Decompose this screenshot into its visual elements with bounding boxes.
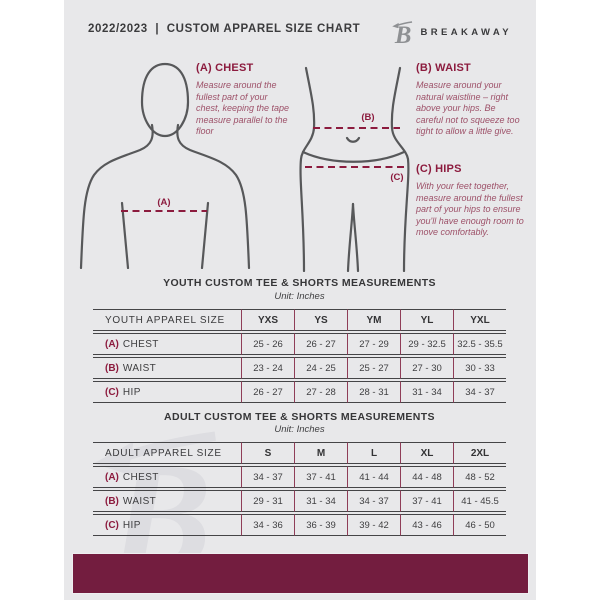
cell-value: 37 - 41 xyxy=(400,490,453,512)
table-row xyxy=(93,333,506,355)
adult-size-table xyxy=(93,440,506,538)
row-label xyxy=(93,466,241,488)
hip-curve-line xyxy=(303,152,404,162)
table-header-row xyxy=(93,309,506,331)
left-shoulder-arm-outline xyxy=(81,125,153,268)
chest-guide-block xyxy=(196,62,292,138)
breakaway-b-logo-icon xyxy=(390,19,414,45)
cell-value: 25 - 27 xyxy=(347,357,400,379)
column-header: YOUTH APPAREL SIZE xyxy=(93,309,241,331)
cell-value: 41 - 45.5 xyxy=(453,490,506,512)
cell-value: 41 - 44 xyxy=(347,466,400,488)
cell-value: 27 - 29 xyxy=(347,333,400,355)
column-header: YM xyxy=(347,309,400,331)
row-name: CHEST xyxy=(122,471,159,483)
row-name: CHEST xyxy=(122,338,159,350)
youth-size-table xyxy=(93,307,506,405)
size-chart-page xyxy=(64,0,536,600)
youth-table-unit: Unit: Inches xyxy=(274,291,325,302)
chest-line-label: (A) xyxy=(157,197,171,208)
lower-body-diagram-svg xyxy=(296,64,414,272)
row-label xyxy=(93,490,241,512)
cell-value: 34 - 37 xyxy=(453,381,506,403)
left-armpit-line xyxy=(122,203,128,268)
adult-table-unit: Unit: Inches xyxy=(274,424,325,435)
table-header-row xyxy=(93,442,506,464)
chest-guide-heading: (A) CHEST xyxy=(196,62,254,74)
column-header: ADULT APPAREL SIZE xyxy=(93,442,241,464)
cell-value: 30 - 33 xyxy=(453,357,506,379)
row-key: (A) xyxy=(105,338,119,350)
cell-value: 34 - 36 xyxy=(241,514,294,536)
cell-value: 29 - 31 xyxy=(241,490,294,512)
row-name: WAIST xyxy=(122,495,157,507)
column-header: YXS xyxy=(241,309,294,331)
cell-value: 24 - 25 xyxy=(294,357,347,379)
cell-value: 34 - 37 xyxy=(347,490,400,512)
row-key: (C) xyxy=(105,519,119,531)
table-row xyxy=(93,514,506,536)
left-hip-leg-outline xyxy=(301,68,315,271)
row-label xyxy=(93,381,241,403)
brand-name: BREAKAWAY xyxy=(420,26,512,38)
row-key: (A) xyxy=(105,471,119,483)
row-name: HIP xyxy=(122,386,141,398)
page-title: 2022/2023 | CUSTOM APPAREL SIZE CHART xyxy=(88,23,361,35)
table-row xyxy=(93,357,506,379)
cell-value: 36 - 39 xyxy=(294,514,347,536)
hips-guide-text: With your feet together, measure around the fullest part of your hips to ensure you'll have enough room to move comfortably. xyxy=(416,181,524,237)
cell-value: 43 - 46 xyxy=(400,514,453,536)
waist-guide-block xyxy=(416,62,524,138)
cell-value: 27 - 28 xyxy=(294,381,347,403)
column-header: 2XL xyxy=(453,442,506,464)
cell-value: 48 - 52 xyxy=(453,466,506,488)
hip-line-label: (C) xyxy=(390,172,404,183)
cell-value: 34 - 37 xyxy=(241,466,294,488)
right-inner-leg-line xyxy=(353,204,358,271)
row-label xyxy=(93,514,241,536)
cell-value: 27 - 30 xyxy=(400,357,453,379)
right-armpit-line xyxy=(202,203,208,268)
table-row xyxy=(93,466,506,488)
row-name: HIP xyxy=(122,519,141,531)
right-shoulder-arm-outline xyxy=(177,125,249,268)
row-label xyxy=(93,333,241,355)
row-name: WAIST xyxy=(122,362,157,374)
column-header: YL xyxy=(400,309,453,331)
cell-value: 25 - 26 xyxy=(241,333,294,355)
waist-guide-text: Measure around your natural waistline – right above your hips. Be careful not to squeeze too tight to allow a little give. xyxy=(416,80,520,136)
cell-value: 46 - 50 xyxy=(453,514,506,536)
row-key: (B) xyxy=(105,362,119,374)
footer-bar xyxy=(72,553,529,594)
navel-mark xyxy=(347,138,359,142)
column-header: L xyxy=(347,442,400,464)
cell-value: 31 - 34 xyxy=(400,381,453,403)
column-header: S xyxy=(241,442,294,464)
cell-value: 29 - 32.5 xyxy=(400,333,453,355)
left-inner-leg-line xyxy=(348,204,353,271)
cell-value: 39 - 42 xyxy=(347,514,400,536)
column-header: YS xyxy=(294,309,347,331)
row-label xyxy=(93,357,241,379)
row-key: (C) xyxy=(105,386,119,398)
cell-value: 32.5 - 35.5 xyxy=(453,333,506,355)
column-header: XL xyxy=(400,442,453,464)
head-outline xyxy=(142,64,188,136)
youth-table-title: YOUTH CUSTOM TEE & SHORTS MEASUREMENTS xyxy=(163,277,436,289)
cell-value: 28 - 31 xyxy=(347,381,400,403)
cell-value: 23 - 24 xyxy=(241,357,294,379)
chest-guide-text: Measure around the fullest part of your chest, keeping the tape measure parallel to the floor xyxy=(196,80,290,136)
hips-guide-block xyxy=(416,163,526,239)
right-hip-leg-outline xyxy=(392,68,409,271)
hips-guide-heading: (C) HIPS xyxy=(416,163,462,175)
column-header: M xyxy=(294,442,347,464)
cell-value: 31 - 34 xyxy=(294,490,347,512)
table-row xyxy=(93,490,506,512)
brand-lockup xyxy=(390,19,512,45)
cell-value: 26 - 27 xyxy=(241,381,294,403)
column-header: YXL xyxy=(453,309,506,331)
adult-table-title: ADULT CUSTOM TEE & SHORTS MEASUREMENTS xyxy=(164,411,435,423)
table-row xyxy=(93,381,506,403)
row-key: (B) xyxy=(105,495,119,507)
waist-guide-heading: (B) WAIST xyxy=(416,62,471,74)
waist-line-label: (B) xyxy=(361,112,375,123)
cell-value: 26 - 27 xyxy=(294,333,347,355)
cell-value: 44 - 48 xyxy=(400,466,453,488)
cell-value: 37 - 41 xyxy=(294,466,347,488)
